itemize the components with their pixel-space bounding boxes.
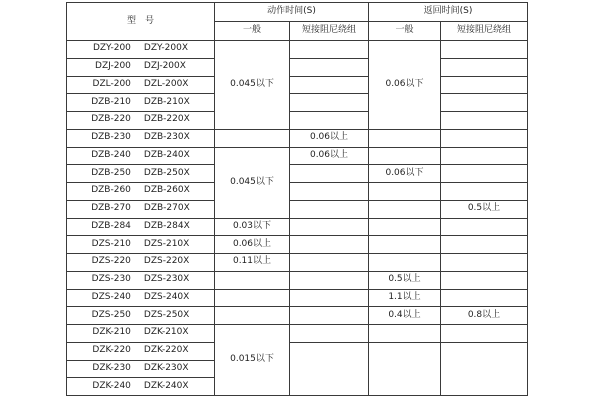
value-cell: 0.06以下 — [369, 41, 441, 130]
empty-cell — [369, 218, 441, 236]
spec-table-body — [67, 41, 528, 396]
model-name-pair — [67, 115, 214, 125]
table-row — [67, 165, 528, 183]
model-name-primary: DZL-200 — [92, 78, 131, 89]
model-cell — [67, 360, 215, 378]
table-row — [67, 147, 528, 165]
empty-cell — [215, 129, 290, 147]
model-name-primary: DZB-270 — [91, 203, 131, 214]
model-cell — [67, 165, 215, 183]
model-name-variant: DZB-240X — [143, 149, 190, 160]
value-cell: 0.8以上 — [441, 307, 528, 325]
model-name-variant: DZB-250X — [143, 167, 190, 178]
value-cell: 0.5以上 — [369, 271, 441, 289]
column-header-action-time: 动作时间(S) — [215, 3, 369, 22]
model-cell — [67, 289, 215, 307]
empty-cell — [441, 183, 528, 201]
value-cell: 0.03以下 — [215, 218, 290, 236]
model-cell — [67, 183, 215, 201]
empty-cell — [290, 58, 369, 76]
empty-cell — [369, 254, 441, 272]
model-name-primary: DZB-240 — [91, 149, 131, 160]
model-cell — [67, 325, 215, 343]
model-cell — [67, 307, 215, 325]
value-cell: 0.06以上 — [290, 129, 369, 147]
model-name-primary: DZS-240 — [91, 291, 131, 302]
model-cell — [67, 378, 215, 396]
model-name-pair — [67, 222, 214, 232]
model-cell — [67, 94, 215, 112]
empty-cell — [441, 165, 528, 183]
empty-cell — [369, 325, 441, 343]
model-cell — [67, 76, 215, 94]
model-name-pair — [67, 382, 214, 392]
value-cell: 0.06以上 — [215, 236, 290, 254]
model-cell — [67, 271, 215, 289]
table-row — [67, 94, 528, 112]
column-header-action-general: 一般 — [215, 22, 290, 41]
empty-cell — [369, 236, 441, 254]
empty-cell — [441, 129, 528, 147]
empty-cell — [441, 289, 528, 307]
empty-cell — [441, 58, 528, 76]
model-name-primary: DZS-220 — [91, 256, 131, 267]
empty-cell — [290, 307, 369, 325]
value-cell: 0.11以上 — [215, 254, 290, 272]
empty-cell — [369, 200, 441, 218]
empty-cell — [441, 147, 528, 165]
empty-cell — [441, 271, 528, 289]
model-name-pair — [67, 346, 214, 356]
empty-cell — [441, 112, 528, 130]
empty-cell — [441, 342, 528, 395]
table-row — [67, 236, 528, 254]
value-cell: 0.015以下 — [215, 325, 290, 396]
model-name-primary: DZY-200 — [92, 43, 131, 54]
model-cell — [67, 236, 215, 254]
model-cell — [67, 147, 215, 165]
table-row — [67, 289, 528, 307]
table-row — [67, 254, 528, 272]
model-name-variant: DZS-240X — [143, 291, 190, 302]
table-row — [67, 325, 528, 343]
value-cell: 0.06以上 — [290, 147, 369, 165]
value-cell: 0.4以上 — [369, 307, 441, 325]
table-row — [67, 218, 528, 236]
column-header-model: 型 号 — [67, 3, 215, 41]
model-name-primary: DZB-260 — [91, 185, 131, 196]
empty-cell — [369, 147, 441, 165]
model-name-primary: DZS-210 — [91, 238, 131, 249]
model-name-primary: DZB-210 — [91, 96, 131, 107]
model-name-variant: DZK-230X — [143, 362, 189, 373]
empty-cell — [290, 76, 369, 94]
header-row-groups — [67, 3, 528, 22]
model-name-primary: DZS-230 — [91, 274, 131, 285]
model-cell — [67, 342, 215, 360]
empty-cell — [290, 183, 369, 201]
value-cell: 0.045以下 — [215, 147, 290, 218]
empty-cell — [441, 94, 528, 112]
empty-cell — [369, 342, 441, 395]
model-name-primary: DZK-220 — [92, 345, 131, 356]
model-cell — [67, 112, 215, 130]
model-name-primary: DZK-230 — [92, 362, 131, 373]
value-cell: 0.5以上 — [441, 200, 528, 218]
empty-cell — [215, 271, 290, 289]
empty-cell — [290, 236, 369, 254]
model-cell — [67, 254, 215, 272]
value-cell: 1.1以上 — [369, 289, 441, 307]
table-row — [67, 58, 528, 76]
model-cell — [67, 41, 215, 59]
model-name-variant: DZB-284X — [143, 220, 190, 231]
empty-cell — [290, 271, 369, 289]
spec-table — [66, 2, 528, 396]
model-name-variant: DZB-220X — [143, 114, 190, 125]
table-row — [67, 112, 528, 130]
spec-table-header — [67, 3, 528, 41]
empty-cell — [290, 254, 369, 272]
model-name-variant: DZK-240X — [143, 380, 189, 391]
empty-cell — [441, 325, 528, 343]
empty-cell — [369, 183, 441, 201]
table-row — [67, 307, 528, 325]
model-name-pair — [67, 204, 214, 214]
empty-cell — [441, 41, 528, 59]
model-name-pair — [67, 311, 214, 321]
model-name-variant: DZB-270X — [143, 203, 190, 214]
table-row — [67, 183, 528, 201]
table-row — [67, 200, 528, 218]
model-name-variant: DZK-210X — [143, 327, 189, 338]
model-name-primary: DZK-240 — [92, 380, 131, 391]
model-name-pair — [67, 169, 214, 179]
model-name-variant: DZK-220X — [143, 345, 189, 356]
model-name-pair — [67, 240, 214, 250]
model-name-primary: DZK-210 — [92, 327, 131, 338]
empty-cell — [441, 76, 528, 94]
model-name-primary: DZB-220 — [91, 114, 131, 125]
model-name-primary: DZB-230 — [91, 132, 131, 143]
table-row — [67, 76, 528, 94]
model-name-pair — [67, 186, 214, 196]
model-name-variant: DZB-210X — [143, 96, 190, 107]
value-cell: 0.06以下 — [369, 165, 441, 183]
model-name-variant: DZJ-200X — [143, 61, 186, 72]
model-name-primary: DZS-250 — [91, 309, 131, 320]
model-name-pair — [67, 44, 214, 54]
model-cell — [67, 218, 215, 236]
column-header-return-time: 返回时间(S) — [369, 3, 528, 22]
model-name-pair — [67, 62, 214, 72]
empty-cell — [441, 254, 528, 272]
model-name-variant: DZY-200X — [143, 43, 189, 54]
empty-cell — [290, 325, 369, 343]
column-header-return-damped-winding: 短接阻尼绕组 — [441, 22, 528, 41]
column-header-action-damped-winding: 短接阻尼绕组 — [290, 22, 369, 41]
empty-cell — [290, 94, 369, 112]
table-row — [67, 342, 528, 360]
empty-cell — [290, 41, 369, 59]
model-name-variant: DZS-210X — [143, 238, 190, 249]
model-name-variant: DZB-260X — [143, 185, 190, 196]
table-row — [67, 129, 528, 147]
model-cell — [67, 129, 215, 147]
empty-cell — [215, 307, 290, 325]
column-header-return-general: 一般 — [369, 22, 441, 41]
model-cell — [67, 200, 215, 218]
model-name-pair — [67, 364, 214, 374]
model-name-primary: DZJ-200 — [95, 61, 131, 72]
model-name-variant: DZB-230X — [143, 132, 190, 143]
value-cell: 0.045以下 — [215, 41, 290, 130]
model-name-pair — [67, 98, 214, 108]
table-row — [67, 41, 528, 59]
model-name-primary: DZB-284 — [91, 220, 131, 231]
model-name-pair — [67, 293, 214, 303]
empty-cell — [290, 342, 369, 395]
model-name-pair — [67, 133, 214, 143]
empty-cell — [290, 200, 369, 218]
model-name-variant: DZS-220X — [143, 256, 190, 267]
empty-cell — [290, 165, 369, 183]
model-name-pair — [67, 328, 214, 338]
model-name-pair — [67, 151, 214, 161]
model-name-pair — [67, 257, 214, 267]
empty-cell — [290, 289, 369, 307]
model-name-pair — [67, 275, 214, 285]
empty-cell — [215, 289, 290, 307]
empty-cell — [290, 218, 369, 236]
model-name-variant: DZS-230X — [143, 274, 190, 285]
model-name-primary: DZB-250 — [91, 167, 131, 178]
model-cell — [67, 58, 215, 76]
model-name-pair — [67, 80, 214, 90]
empty-cell — [290, 112, 369, 130]
model-name-variant: DZS-250X — [143, 309, 190, 320]
table-row — [67, 271, 528, 289]
empty-cell — [441, 236, 528, 254]
empty-cell — [441, 218, 528, 236]
empty-cell — [369, 129, 441, 147]
model-name-variant: DZL-200X — [143, 78, 189, 89]
